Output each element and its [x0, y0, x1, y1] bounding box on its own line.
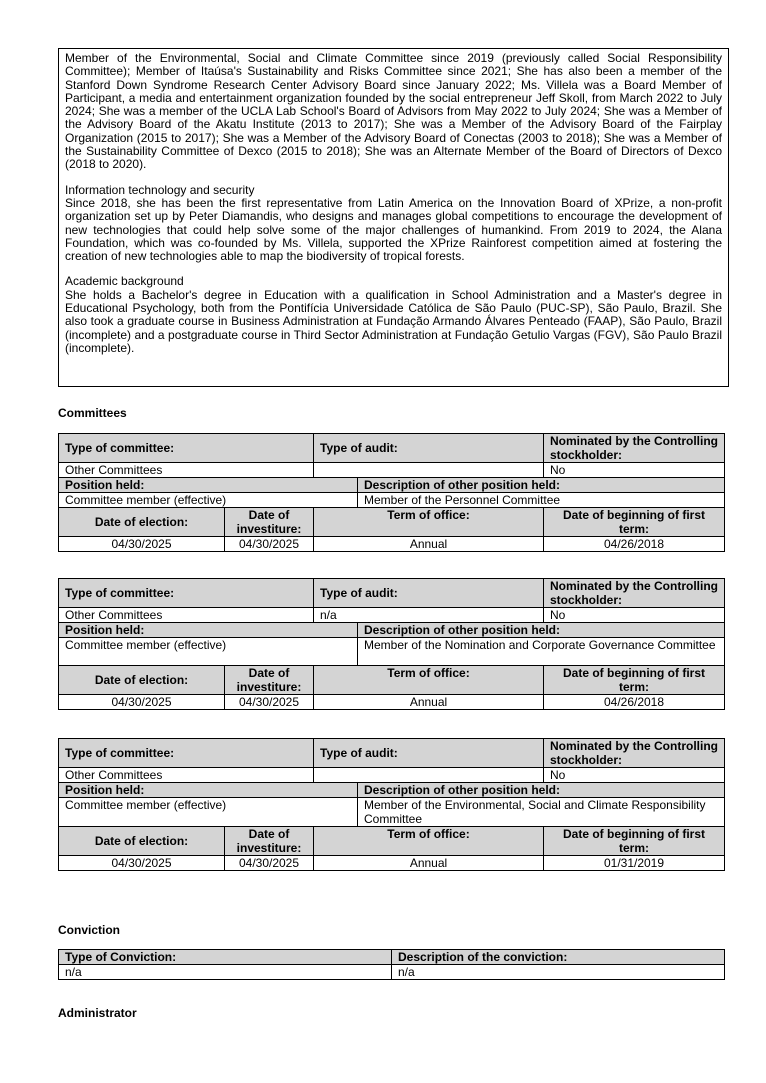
- type-committee-value: Other Committees: [59, 463, 314, 478]
- nominated-label: Nominated by the Controlling stockholder:: [544, 739, 725, 768]
- type-audit-label: Type of audit:: [314, 434, 544, 463]
- committee-table: [58, 578, 725, 710]
- it-section: [65, 184, 722, 264]
- description-value: Member of the Personnel Committee: [358, 493, 725, 508]
- position-held-value: Committee member (effective): [59, 638, 358, 666]
- type-committee-value: Other Committees: [59, 768, 314, 783]
- description-label: Description of other position held:: [358, 478, 725, 493]
- conviction-type-value: n/a: [59, 965, 392, 980]
- first-term-value: 04/26/2018: [544, 537, 725, 552]
- date-election-label: Date of election:: [59, 666, 225, 695]
- biography-box: [58, 48, 729, 387]
- description-label: Description of other position held:: [358, 623, 725, 638]
- term-value: Annual: [314, 695, 544, 710]
- committees-title: Committees: [58, 406, 127, 420]
- election-value: 04/30/2025: [59, 856, 225, 871]
- date-beginning-label: Date of beginning of first term:: [544, 827, 725, 856]
- term-office-label: Term of office:: [314, 666, 544, 695]
- position-held-value: Committee member (effective): [59, 798, 358, 827]
- date-investiture-label: Date of investiture:: [225, 508, 314, 537]
- date-investiture-label: Date of investiture:: [225, 827, 314, 856]
- conviction-title: Conviction: [58, 923, 120, 937]
- conviction-desc-label: Description of the conviction:: [392, 950, 725, 965]
- type-committee-label: Type of committee:: [59, 434, 314, 463]
- date-beginning-label: Date of beginning of first term:: [544, 666, 725, 695]
- nominated-value: No: [544, 463, 725, 478]
- nominated-value: No: [544, 768, 725, 783]
- term-value: Annual: [314, 856, 544, 871]
- conviction-table: [58, 949, 725, 980]
- investiture-value: 04/30/2025: [225, 695, 314, 710]
- type-audit-value: [314, 463, 544, 478]
- type-committee-label: Type of committee:: [59, 579, 314, 608]
- bio-paragraph: Member of the Environmental, Social and Climate Committee since 2019 (previously called Social Responsibility Committee); Member of Itaúsa's Sustainability and Risks Committee since 2021; She has also been a member of the Stanford Down Syndrome Research Center Advisory Board since January 2022; Ms. Villela was a Board Member of Participant, a media and entertainment organization founded by the social entrepreneur Jeff Skoll, from March 2022 to July 2024; She was a member of the UCLA Lab School's Board of Advisors from May 2022 to July 2024; She was a Member of the Advisory Board of the Akatu Institute (2013 to 2017); She was a Member of the Advisory Board of the Fairplay Organization (2015 to 2017); She was a Member of the Advisory Board of Conectas (2003 to 2018); She was a Member of the Sustainability Committee of Dexco (2015 to 2018); She was an Alternate Member of the Board of Directors of Dexco (2018 to 2020).: [65, 51, 722, 172]
- committee-table: [58, 738, 725, 871]
- type-audit-value: [314, 768, 544, 783]
- academic-heading: Academic background: [65, 274, 184, 289]
- administrator-title: Administrator: [58, 1006, 137, 1020]
- first-term-value: 01/31/2019: [544, 856, 725, 871]
- nominated-label: Nominated by the Controlling stockholder:: [544, 579, 725, 608]
- type-audit-label: Type of audit:: [314, 579, 544, 608]
- date-beginning-label: Date of beginning of first term:: [544, 508, 725, 537]
- type-audit-label: Type of audit:: [314, 739, 544, 768]
- date-investiture-label: Date of investiture:: [225, 666, 314, 695]
- type-committee-value: Other Committees: [59, 608, 314, 623]
- nominated-label: Nominated by the Controlling stockholder:: [544, 434, 725, 463]
- conviction-type-label: Type of Conviction:: [59, 950, 392, 965]
- academic-section: [65, 275, 722, 355]
- description-label: Description of other position held:: [358, 783, 725, 798]
- investiture-value: 04/30/2025: [225, 856, 314, 871]
- election-value: 04/30/2025: [59, 537, 225, 552]
- date-election-label: Date of election:: [59, 508, 225, 537]
- it-text: Since 2018, she has been the first representative from Latin America on the Innovation Board of XPrize, a non-profit organization set up by Peter Diamandis, who designs and manages global competitions to encourage the development of new technologies that could help solve some of the major challenges of humankind. From 2019 to 2024, the Alana Foundation, which was co-founded by Ms. Villela, supported the XPrize Rainforest competition aimed at fostering the creation of new technologies able to map the biodiversity of tropical forests.: [65, 195, 722, 264]
- type-committee-label: Type of committee:: [59, 739, 314, 768]
- position-held-label: Position held:: [59, 623, 358, 638]
- conviction-desc-value: n/a: [392, 965, 725, 980]
- position-held-label: Position held:: [59, 783, 358, 798]
- academic-text: She holds a Bachelor's degree in Education with a qualification in School Administration and a Master's degree in Educational Psychology, both from the Pontifícia Universidade Católica de São Paulo (PUC-SP), São Paulo, Brazil. She also took a graduate course in Business Administration at Fundação Armando Álvares Penteado (FAAP), São Paulo, Brazil (incomplete) and a postgraduate course in Third Sector Administration at Fundação Getulio Vargas (FGV), São Paulo Brazil (incomplete).: [65, 287, 722, 355]
- election-value: 04/30/2025: [59, 695, 225, 710]
- date-election-label: Date of election:: [59, 827, 225, 856]
- position-held-value: Committee member (effective): [59, 493, 358, 508]
- nominated-value: No: [544, 608, 725, 623]
- investiture-value: 04/30/2025: [225, 537, 314, 552]
- type-audit-value: n/a: [314, 608, 544, 623]
- term-office-label: Term of office:: [314, 827, 544, 856]
- description-value: Member of the Nomination and Corporate Governance Committee: [358, 638, 725, 666]
- term-office-label: Term of office:: [314, 508, 544, 537]
- term-value: Annual: [314, 537, 544, 552]
- first-term-value: 04/26/2018: [544, 695, 725, 710]
- it-heading: Information technology and security: [65, 182, 255, 197]
- description-value: Member of the Environmental, Social and Climate Responsibility Committee: [358, 798, 725, 827]
- position-held-label: Position held:: [59, 478, 358, 493]
- committee-table: [58, 433, 725, 552]
